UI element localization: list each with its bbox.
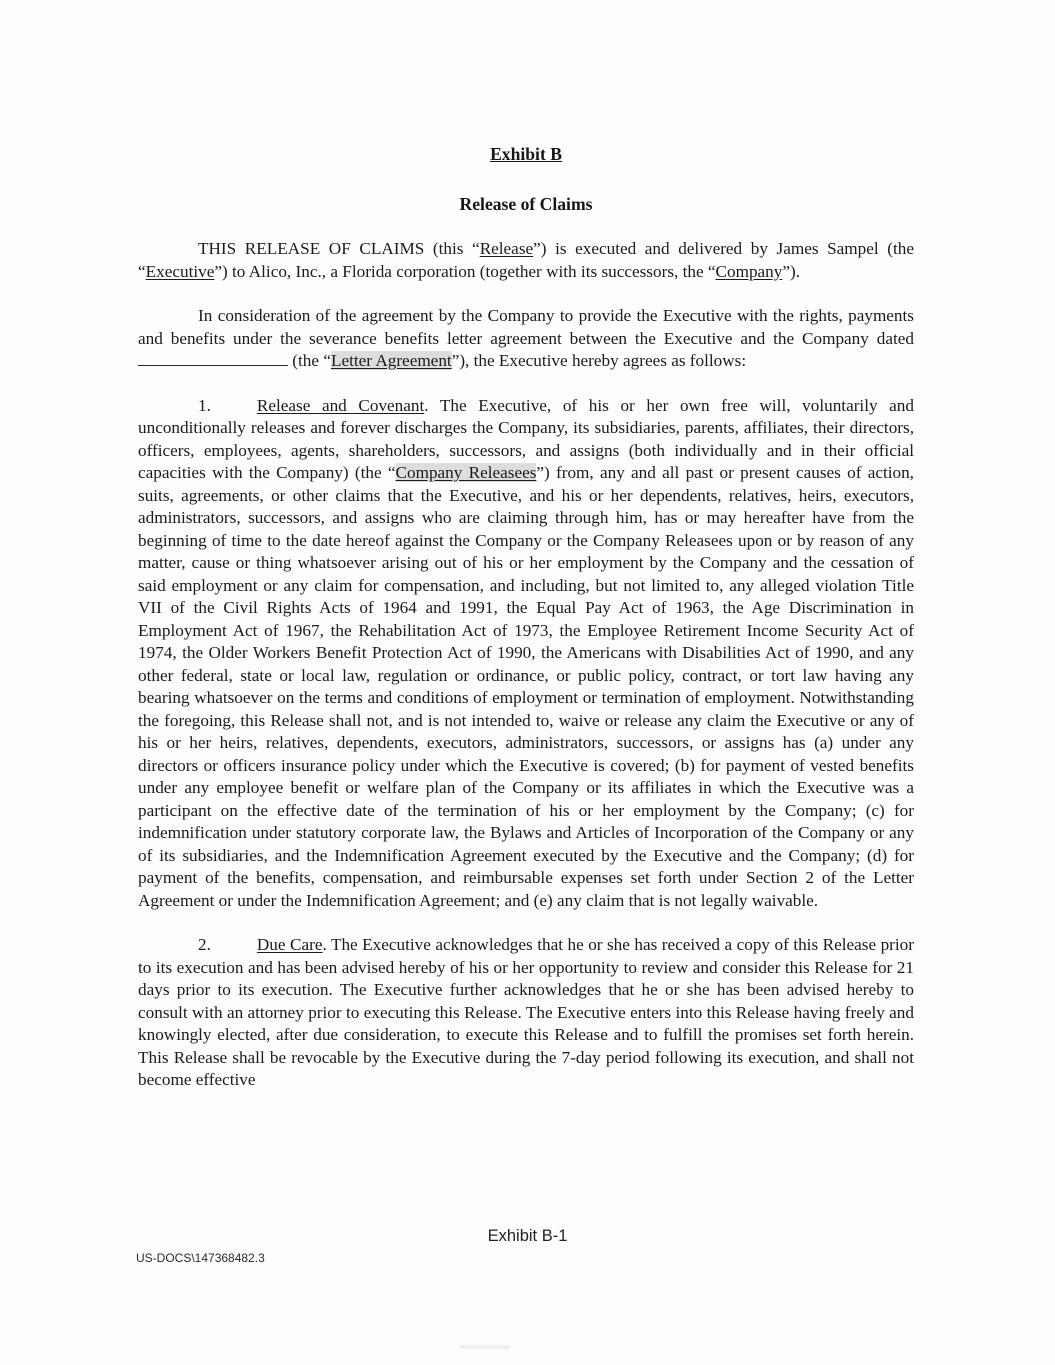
text-run: 2. [198, 935, 211, 955]
consideration-paragraph [138, 305, 914, 373]
text-run: (the “ [288, 351, 331, 371]
text-run: . The Executive acknowledges that he or she has received a copy of this Release prior to its execution and has been advised hereby of his or her opportunity to review and consider this Release for 21 days prior to its execution. The Executive further acknowledges that he or she has been advised hereby to consult with an attorney prior to executing this Release. The Executive enters into this Release having freely and knowingly elected, after due consideration, to execute this Release and to fulfill the promises set forth herein. This Release shall be revocable by the Executive during the 7-day period following its execution, and shall not become effective [138, 935, 914, 1090]
text-run: Company [715, 261, 783, 281]
document-content [138, 144, 914, 1114]
text-run: ”) to Alico, Inc., a Florida corporation (together with its successors, the “ [214, 261, 716, 281]
intro-paragraph [138, 238, 914, 283]
text-run: ”). [782, 261, 801, 281]
text-run: Release [479, 239, 534, 259]
document-body [138, 238, 914, 1092]
document-subtitle: Release of Claims [459, 194, 593, 215]
text-run: THIS RELEASE OF CLAIMS (this “ [198, 239, 480, 259]
text-run: ”), the Executive hereby agrees as follows: [451, 351, 747, 371]
text-run: ”) is executed and delivered by James Sampel (the “ [138, 239, 914, 281]
text-run: Executive [145, 261, 215, 281]
section-2-due-care [138, 934, 914, 1092]
text-run: Due Care [256, 935, 323, 955]
text-run: In consideration of the agreement by the Company to provide the Executive with the rights, payments and benefits under the severance benefits letter agreement between the Executive and the Company dated [138, 306, 914, 348]
footer-page-label: Exhibit B-1 [487, 1227, 568, 1245]
text-run: Company Releasees [395, 463, 537, 483]
text-run: 1. [198, 395, 211, 415]
exhibit-title: Exhibit B [490, 144, 562, 164]
scan-artifact [460, 1345, 510, 1349]
fill-in-blank-line [138, 364, 288, 366]
text-run: ”) from, any and all past or present causes of action, suits, agreements, or other claims that the Executive, and his or her dependents, relatives, heirs, executors, administrators, successors, and assigns who are claiming through him, has or may hereafter have from the beginning of time to the date hereof against the Company or the Company Releasees upon or by reason of any matter, cause or thing whatsoever arising out of his or her employment by the Company and the cessation of said employment or any claim for compensation, and including, but not limited to, any alleged violation Title VII of the Civil Rights Acts of 1964 and 1991, the Equal Pay Act of 1963, the Age Discrimination in Employment Act of 1967, the Rehabilitation Act of 1973, the Employee Retirement Income Security Act of 1974, the Older Workers Benefit Protection Act of 1990, the Americans with Disabilities Act of 1990, and any other federal, state or local law, regulation or ordinance, or public policy, contract, or tort law having any bearing whatsoever on the terms and conditions of employment or termination of employment. Notwithstanding the foregoing, this Release shall not, and is not intended to, waive or release any claim the Executive or any of his or her heirs, relatives, dependents, executors, administrators, successors, or assigns has (a) under any directors or officers insurance policy under which the Executive is covered; (b) for payment of vested benefits under any employee benefit or welfare plan of the Company or its affiliates in which the Executive was a participant on the effective date of the termination of his or her employment by the Company; (c) for indemnification under statutory corporate law, the Bylaws and Articles of Incorporation of the Company or any of its subsidiaries, and the Indemnification Agreement executed by the Executive and the Company; (d) for payment of the benefits, compensation, and reimbursable expenses set forth under Section 2 of the Letter Agreement or under the Indemnification Agreement; and (e) any claim that is not legally waivable. [138, 463, 914, 910]
text-run: Letter Agreement [330, 351, 452, 371]
footer-document-id: US-DOCS\147368482.3 [136, 1251, 265, 1265]
text-run: Release and Covenant [256, 395, 425, 415]
text-run: . The Executive, of his or her own free will, voluntarily and unconditionally releases and forever discharges the Company, its subsidiaries, parents, affiliates, their directors, officers, employees, agents, shareholders, successors, and assigns (both individually and in their official capacities with the Company) (the “ [138, 395, 914, 483]
section-1-release-and-covenant [138, 395, 914, 913]
